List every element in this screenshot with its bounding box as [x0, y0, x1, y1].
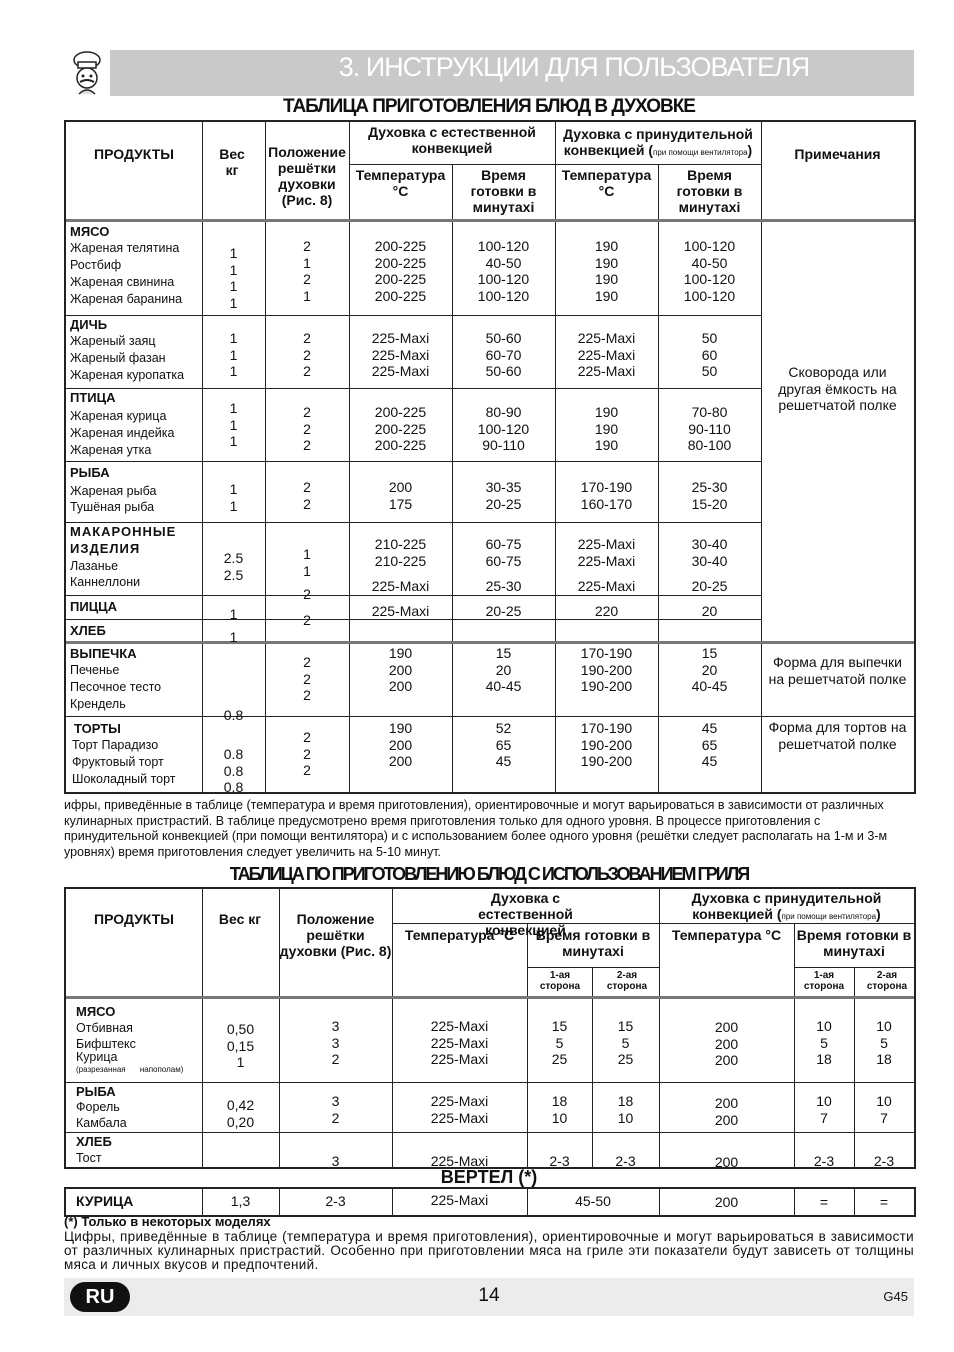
temp-cell: 225-Maxi 225-Maxi [430, 1093, 489, 1126]
position-cell: 2 2 [303, 479, 311, 512]
position-cell: 3 3 2 [331, 1018, 340, 1067]
position-cell: 2 2 2 [303, 404, 311, 453]
list-item: Жареная индейка [70, 426, 175, 440]
note-cake-form: Форма для тортов на решетчатой полке [768, 719, 907, 752]
list-item: Жареная телятина [70, 241, 180, 255]
category-meat: МЯСО [70, 224, 110, 239]
category-bread: ХЛЕБ [76, 1134, 112, 1149]
vertel-title: ВЕРТЕЛ (*) [440, 1167, 538, 1187]
weight-cell: 1 1 [229, 481, 238, 514]
header-time1: Время готовки в минутахі [470, 167, 537, 215]
page-footer [64, 1278, 914, 1316]
list-item: Форель [76, 1100, 120, 1114]
category-meat: МЯСО [76, 1004, 116, 1019]
header-weight: Вес кг [218, 911, 262, 927]
time-cell: 60-75 60-75 [485, 536, 522, 569]
time-cell: = [879, 1194, 889, 1210]
position-cell: 2 1 2 1 [303, 238, 311, 304]
list-item: Тушёная рыба [70, 500, 155, 514]
weight-cell: 1 1 1 1 [229, 245, 238, 311]
header-natural: Духовка с естественной конвекцией [478, 890, 573, 938]
time-cell: = [819, 1194, 829, 1210]
list-item: Жареная баранина [70, 292, 183, 306]
footnote-grill: Цифры, приведённые в таблице (температура и время приготовления), ориентировочные и могут варьироваться в зависимости от различных кулинарных пристрастий. Особенно при приготовлении мяса на гриле эти показатели будут зависеть от толщины мяса и личных вкусов и предпочтений. [64, 1229, 914, 1272]
category-cakes: ТОРТЫ [74, 721, 121, 736]
weight-cell: 1 [229, 629, 238, 645]
category-fish: РЫБА [70, 465, 110, 480]
header-time2: Время готовки в минутахі [796, 927, 912, 959]
temp-cell: 225-Maxi [371, 603, 430, 619]
time-cell: 10 5 18 [816, 1018, 832, 1067]
footnote-oven: ифры, приведённые в таблице (температура и время приготовления), ориентировочные и могут варьироваться в зависимости от различных кулинарных пристрастий. В таблице предусмотрено время приготовления только для одного уровня. В процессе приготовления с принудительной конвекцией (при помощи вентилятора) и с использованием более одного уровня (решётки следует располагать на 1-м и 3-м уровнях) время приготовления следует увеличить на 5-10 минут. [64, 798, 888, 859]
temp-cell: 225-Maxi 225-Maxi [577, 536, 636, 569]
chef-icon [64, 50, 110, 96]
list-item: Жареная свинина [70, 275, 175, 289]
category-bread: ХЛЕБ [70, 623, 106, 638]
time-cell: 25-30 15-20 [691, 479, 728, 512]
list-item: Жареный заяц [70, 334, 156, 348]
header-side2: 2-ая сторона [866, 970, 908, 992]
header-products: ПРОДУКТЫ [94, 146, 174, 162]
list-item: Отбивная [76, 1021, 133, 1035]
weight-cell: 0.8 0.8 0.8 [223, 746, 244, 795]
list-item: Жареная курица [70, 409, 167, 423]
position-cell: 2 2 2 [303, 729, 311, 778]
vertel-table [64, 1187, 916, 1217]
weight-cell: 1 1 1 [229, 330, 238, 379]
temp-cell: 200 175 [388, 479, 413, 512]
time-cell: 15 5 25 [617, 1018, 634, 1067]
time-cell: 20 [701, 603, 718, 619]
category-pasta: МАКАРОННЫЕ [70, 524, 177, 539]
temp-cell: 225-Maxi 225-Maxi 225-Maxi [430, 1018, 489, 1067]
header-forced: Духовка с принудительной конвекцией (при помощи вентилятора) [563, 126, 753, 158]
header-weight: Вес кг [219, 146, 245, 178]
note-baking-form: Форма для выпечки на решетчатой полке [768, 654, 907, 687]
category-pasta-2: ИЗДЕЛИЯ [70, 541, 141, 556]
weight-cell: 1 [229, 606, 238, 622]
time-cell: 2-3 [873, 1153, 895, 1169]
header-forced: Духовка с принудительной конвекцией (при помощи вентилятора) [691, 890, 882, 922]
temp-cell: 200-225 200-225 200-225 [374, 404, 427, 453]
note-pan: Сковорода или другая ёмкость на решетчатой полке [778, 364, 897, 413]
header-position: Положение решётки духовки (Рис. 8) [279, 911, 392, 959]
time-cell: 30-40 30-40 [691, 536, 728, 569]
time-cell: 2-3 [615, 1153, 636, 1169]
header-time1: Время готовки в минутахі [535, 927, 651, 959]
position-cell: 1 1 [303, 546, 311, 579]
time-cell: 25-30 [485, 578, 522, 594]
weight-cell: 1,3 [230, 1193, 251, 1209]
temp-cell: 210-225 210-225 [374, 536, 427, 569]
category-fish: РЫБА [76, 1084, 116, 1099]
list-item: Жареный фазан [70, 351, 166, 365]
temp-cell: 190 190 190 190 [594, 238, 619, 304]
temp-cell: 190 200 200 [388, 720, 413, 769]
time-cell: 20-25 [691, 578, 728, 594]
time-cell: 15 20 40-45 [485, 645, 522, 694]
table1-title: ТАБЛИЦА ПРИГОТОВЛЕНИЯ БЛЮД В ДУХОВКЕ [283, 96, 695, 117]
temp-cell: 190 200 200 [388, 645, 413, 694]
temp-cell: 200 [714, 1154, 739, 1170]
grill-table [64, 887, 916, 1169]
temp-cell: 225-Maxi [371, 578, 430, 594]
time-cell: 52 65 45 [495, 720, 512, 769]
header-time2: Время готовки в минутахі [676, 167, 743, 215]
temp-cell: 170-190 160-170 [580, 479, 633, 512]
weight-cell: 0.8 [223, 707, 244, 723]
time-cell: 70-80 90-110 80-100 [687, 404, 732, 453]
time-cell: 15 5 25 [551, 1018, 568, 1067]
time-cell: 80-90 100-120 90-110 [477, 404, 530, 453]
time-cell: 10 7 [816, 1093, 832, 1126]
time-cell: 18 10 [617, 1093, 634, 1126]
position-cell: 2-3 [325, 1193, 346, 1209]
time-cell: 20-25 [485, 603, 522, 619]
page-number: 14 [478, 1285, 500, 1306]
time-cell: 18 10 [551, 1093, 568, 1126]
temp-cell: 225-Maxi [430, 1192, 489, 1208]
time-cell: 50-60 60-70 50-60 [485, 330, 522, 379]
header-side2: 2-ая сторона [606, 970, 648, 992]
position-cell: 3 2 [331, 1093, 340, 1126]
position-cell: 2 2 2 [303, 330, 311, 379]
language-badge: RU [70, 1282, 130, 1312]
list-item: Курица [76, 1050, 118, 1064]
header-temp2: Температура °C [561, 167, 652, 199]
temp-cell: 225-Maxi 225-Maxi 225-Maxi [371, 330, 430, 379]
list-item: Каннеллони [70, 575, 141, 589]
list-item-note: (разрезанная напополам) [76, 1065, 184, 1074]
header-side1: 1-ая сторона [803, 970, 845, 992]
header-temp2: Температура °C [671, 927, 782, 943]
header-temp1: Температура °C [355, 167, 446, 199]
list-item: Шоколадный торт [72, 772, 176, 786]
list-item: Жареная куропатка [70, 368, 185, 382]
list-item: Бифштекс [76, 1037, 136, 1051]
header-position: Положение решётки духовки (Рис. 8) [268, 144, 346, 208]
oven-table [64, 120, 916, 794]
position-cell: 2 [303, 586, 311, 602]
temp-cell: 190 190 190 [594, 404, 619, 453]
position-cell: 2 2 2 [303, 654, 311, 703]
time-cell: 50 60 50 [701, 330, 718, 379]
temp-cell: 200-225 200-225 200-225 200-225 [374, 238, 427, 304]
temp-cell: 225-Maxi [577, 578, 636, 594]
list-item: Тост [76, 1151, 102, 1165]
list-item: Жареная утка [70, 443, 152, 457]
time-cell: 45-50 [575, 1193, 611, 1209]
table2-title: ТАБЛИЦА ПО ПРИГОТОВЛЕНИЮ БЛЮД С ИСПОЛЬЗОВАНИЕМ ГРИЛЯ [229, 864, 749, 884]
time-cell: 2-3 [813, 1153, 835, 1169]
page-title: 3. ИНСТРУКЦИИ ДЛЯ ПОЛЬЗОВАТЕЛЯ [338, 52, 810, 82]
category-poultry: ПТИЦА [70, 390, 116, 405]
model-code: G45 [883, 1289, 908, 1304]
temp-cell: 170-190 190-200 190-200 [580, 645, 633, 694]
page-header [64, 50, 914, 96]
time-cell: 100-120 40-50 100-120 100-120 [683, 238, 736, 304]
list-item: Лазанье [70, 559, 119, 573]
time-cell: 10 5 18 [876, 1018, 892, 1067]
header-natural: Духовка с естественной конвекцией [368, 124, 536, 156]
position-cell: 2 [303, 612, 311, 628]
time-cell: 100-120 40-50 100-120 100-120 [477, 238, 530, 304]
list-item: Песочное тесто [70, 680, 162, 694]
header-products: ПРОДУКТЫ [94, 911, 174, 927]
category-pastry: ВЫПЕЧКА [70, 646, 137, 661]
header-notes: Примечания [794, 146, 881, 162]
temp-cell: 225-Maxi 225-Maxi 225-Maxi [577, 330, 636, 379]
temp-cell: 220 [594, 603, 619, 619]
temp-cell: 200 200 [714, 1095, 739, 1128]
category-pizza: ПИЦЦА [70, 599, 118, 614]
list-item: Фруктовый торт [72, 755, 164, 769]
weight-cell: 0,42 0,20 [226, 1097, 255, 1130]
time-cell: 15 20 40-45 [691, 645, 728, 694]
temp-cell: 170-190 190-200 190-200 [580, 720, 633, 769]
weight-cell: 2.5 2.5 [223, 550, 244, 583]
time-cell: 30-35 20-25 [485, 479, 522, 512]
header-temp1: Температура °C [404, 927, 515, 943]
list-item: Крендель [70, 697, 126, 711]
list-item: Жареная рыба [70, 484, 157, 498]
time-cell: 45 65 45 [701, 720, 718, 769]
weight-cell: 0,50 0,15 1 [226, 1021, 255, 1070]
list-item: Торт Парадизо [72, 738, 159, 752]
time-cell: 2-3 [549, 1153, 570, 1169]
list-item: Камбала [76, 1116, 127, 1130]
list-item: Ростбиф [70, 258, 122, 272]
footnote-models: (*) Только в некоторых моделях [64, 1214, 271, 1229]
header-side1: 1-ая сторона [539, 970, 581, 992]
time-cell: 10 7 [876, 1093, 892, 1126]
weight-cell: 1 1 1 [229, 400, 238, 449]
temp-cell: 200 200 200 [714, 1019, 739, 1068]
category-game: ДИЧЬ [70, 317, 108, 332]
temp-cell: 200 [714, 1194, 739, 1210]
temp-cell: 225-Maxi [430, 1153, 489, 1169]
list-item: Печенье [70, 663, 120, 677]
position-cell: 3 [331, 1153, 340, 1169]
vertel-product: КУРИЦА [76, 1193, 134, 1209]
